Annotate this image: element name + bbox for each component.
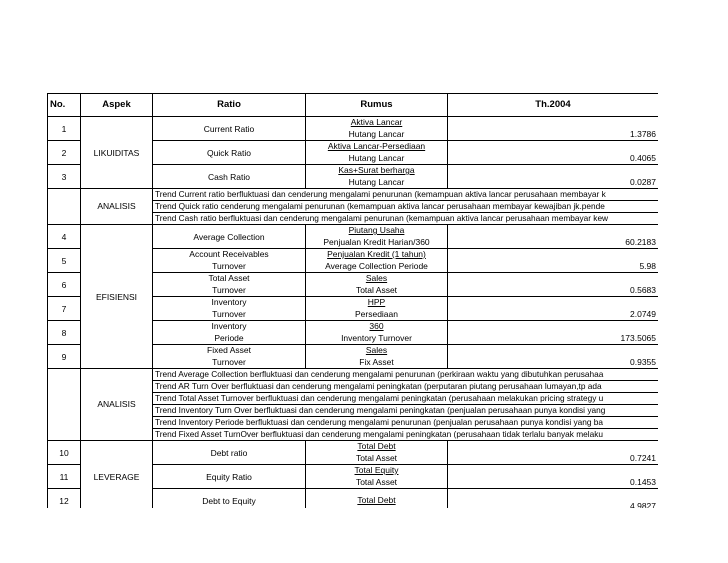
analysis-row [48, 189, 659, 201]
formula [306, 321, 448, 345]
ratio-table-sheet [47, 93, 658, 508]
formula [306, 465, 448, 489]
formula [306, 117, 448, 141]
row-no: 12 [48, 489, 81, 509]
header-no: No. [48, 94, 81, 117]
formula-numerator: Sales [365, 273, 388, 283]
formula-numerator: Total Equity [354, 465, 399, 475]
analysis-text: Trend Inventory Periode berfluktuasi dan cenderung mengalami penurunan (penjualan perusahaan punya kondisi yang ba [153, 417, 659, 429]
formula [306, 297, 448, 321]
formula [306, 273, 448, 297]
ratio-name: Debt to Equity [153, 489, 306, 509]
ratio-name-line2: Turnover [212, 260, 246, 271]
ratio-name [153, 321, 306, 345]
analysis-text: Trend Fixed Asset TurnOver berfluktuasi dan cenderung mengalami peningkatan (perusahaan tidak terlalu banyak melaku [153, 429, 659, 441]
header-year: Th.2004 [448, 94, 659, 117]
value-2004: 60.2183 [448, 225, 659, 249]
aspek-leverage: LEVERAGE [81, 441, 153, 509]
ratio-name: Current Ratio [153, 117, 306, 141]
ratio-name-line2: Turnover [212, 308, 246, 319]
formula-numerator: HPP [367, 297, 386, 307]
formula [306, 441, 448, 465]
ratio-name-line1: Account Receivables [189, 249, 269, 259]
value-2004: 0.9355 [448, 345, 659, 369]
ratio-name [153, 297, 306, 321]
ratio-name: Equity Ratio [153, 465, 306, 489]
row-no: 6 [48, 273, 81, 297]
header-aspek: Aspek [81, 94, 153, 117]
ratio-name: Average Collection [153, 225, 306, 249]
formula-numerator: 360 [369, 321, 384, 331]
formula [306, 141, 448, 165]
row-no-empty [48, 189, 81, 225]
row-no: 11 [48, 465, 81, 489]
value-2004: 0.4065 [448, 141, 659, 165]
formula-denominator: Average Collection Periode [325, 260, 428, 271]
formula [306, 225, 448, 249]
analysis-text: Trend AR Turn Over berfluktuasi dan cenderung mengalami peningkatan (perputaran piutang perusahaan lumayan,tp ada [153, 381, 659, 393]
analysis-text: Trend Quick ratio cenderung mengalami penurunan (kemampuan aktiva lancar perusahaan membayar kewajiban jk.pende [153, 201, 659, 213]
formula [306, 249, 448, 273]
formula-denominator: Hutang Lancar [348, 152, 405, 163]
ratio-name: Quick Ratio [153, 141, 306, 165]
row-no: 3 [48, 165, 81, 189]
analysis-text: Trend Current ratio berfluktuasi dan cenderung mengalami penurunan (kemampuan aktiva lancar perusahaan membayar k [153, 189, 659, 201]
formula-denominator: Persediaan [354, 308, 398, 319]
row-no-empty [48, 369, 81, 441]
formula [306, 165, 448, 189]
formula-numerator: Total Debt [357, 441, 396, 451]
ratio-name-line1: Fixed Asset [207, 345, 251, 355]
aspek-efisiensi: EFISIENSI [81, 225, 153, 369]
ratio-name [153, 249, 306, 273]
formula-denominator: Hutang Lancar [348, 176, 405, 187]
header-rumus: Rumus [306, 94, 448, 117]
header-row [48, 94, 659, 117]
ratio-table [47, 93, 658, 508]
analysis-text: Trend Total Asset Turnover berfluktuasi dan cenderung mengalami peningkatan (perusahaan melakukan pricing strategy u [153, 393, 659, 405]
row-no: 4 [48, 225, 81, 249]
ratio-name: Debt ratio [153, 441, 306, 465]
table-row [48, 225, 659, 249]
formula [306, 345, 448, 369]
value-2004: 0.7241 [448, 441, 659, 465]
analysis-text: Trend Average Collection berfluktuasi dan cenderung mengalami penurunan (perkiraan waktu yang dibutuhkan perusahaa [153, 369, 659, 381]
header-ratio: Ratio [153, 94, 306, 117]
value-2004: 1.3786 [448, 117, 659, 141]
aspek-analisis: ANALISIS [81, 369, 153, 441]
ratio-name-line1: Inventory [211, 297, 247, 307]
analysis-row [48, 369, 659, 381]
ratio-name-line1: Total Asset [208, 273, 250, 283]
formula-numerator: Total Debt [357, 494, 396, 505]
ratio-name-line2: Turnover [212, 284, 246, 295]
ratio-name-line2: Periode [214, 332, 244, 343]
formula-numerator: Aktiva Lancar [350, 117, 403, 127]
analysis-text: Trend Cash ratio berfluktuasi dan cenderung mengalami penurunan (kemampuan aktiva lancar perusahaan membayar kew [153, 213, 659, 225]
formula-denominator: Total Asset [355, 284, 398, 295]
value-2004: 0.0287 [448, 165, 659, 189]
formula-numerator: Piutang Usaha [348, 225, 405, 235]
value-2004: 0.5683 [448, 273, 659, 297]
ratio-name-line2: Turnover [212, 356, 246, 367]
formula-denominator: Total Asset [355, 476, 398, 487]
value-2004: 173.5065 [448, 321, 659, 345]
aspek-analisis: ANALISIS [81, 189, 153, 225]
row-no: 7 [48, 297, 81, 321]
row-no: 1 [48, 117, 81, 141]
formula-numerator: Penjualan Kredit (1 tahun) [327, 249, 426, 259]
ratio-name [153, 273, 306, 297]
aspek-likuiditas: LIKUIDITAS [81, 117, 153, 189]
value-2004: 5.98 [448, 249, 659, 273]
value-2004: 0.1453 [448, 465, 659, 489]
value-2004: 4.9827 [448, 489, 659, 509]
formula-denominator: Fix Asset [359, 356, 394, 367]
value-2004: 2.0749 [448, 297, 659, 321]
table-row [48, 117, 659, 141]
formula [306, 489, 448, 509]
row-no: 2 [48, 141, 81, 165]
analysis-text: Trend Inventory Turn Over berfluktuasi dan cenderung mengalami peningkatan (penjualan perusahaan punya kondisi yang [153, 405, 659, 417]
row-no: 5 [48, 249, 81, 273]
row-no: 8 [48, 321, 81, 345]
table-row [48, 441, 659, 465]
formula-denominator: Total Asset [355, 452, 398, 463]
formula-denominator: Inventory Turnover [341, 332, 412, 343]
row-no: 10 [48, 441, 81, 465]
ratio-name [153, 345, 306, 369]
formula-denominator: Penjualan Kredit Harian/360 [323, 236, 430, 247]
row-no: 9 [48, 345, 81, 369]
ratio-name-line1: Inventory [211, 321, 247, 331]
formula-denominator: Hutang Lancar [348, 128, 405, 139]
ratio-name: Cash Ratio [153, 165, 306, 189]
formula-numerator: Aktiva Lancar-Persediaan [327, 141, 426, 151]
formula-numerator: Sales [365, 345, 388, 355]
formula-numerator: Kas+Surat berharga [338, 165, 415, 175]
